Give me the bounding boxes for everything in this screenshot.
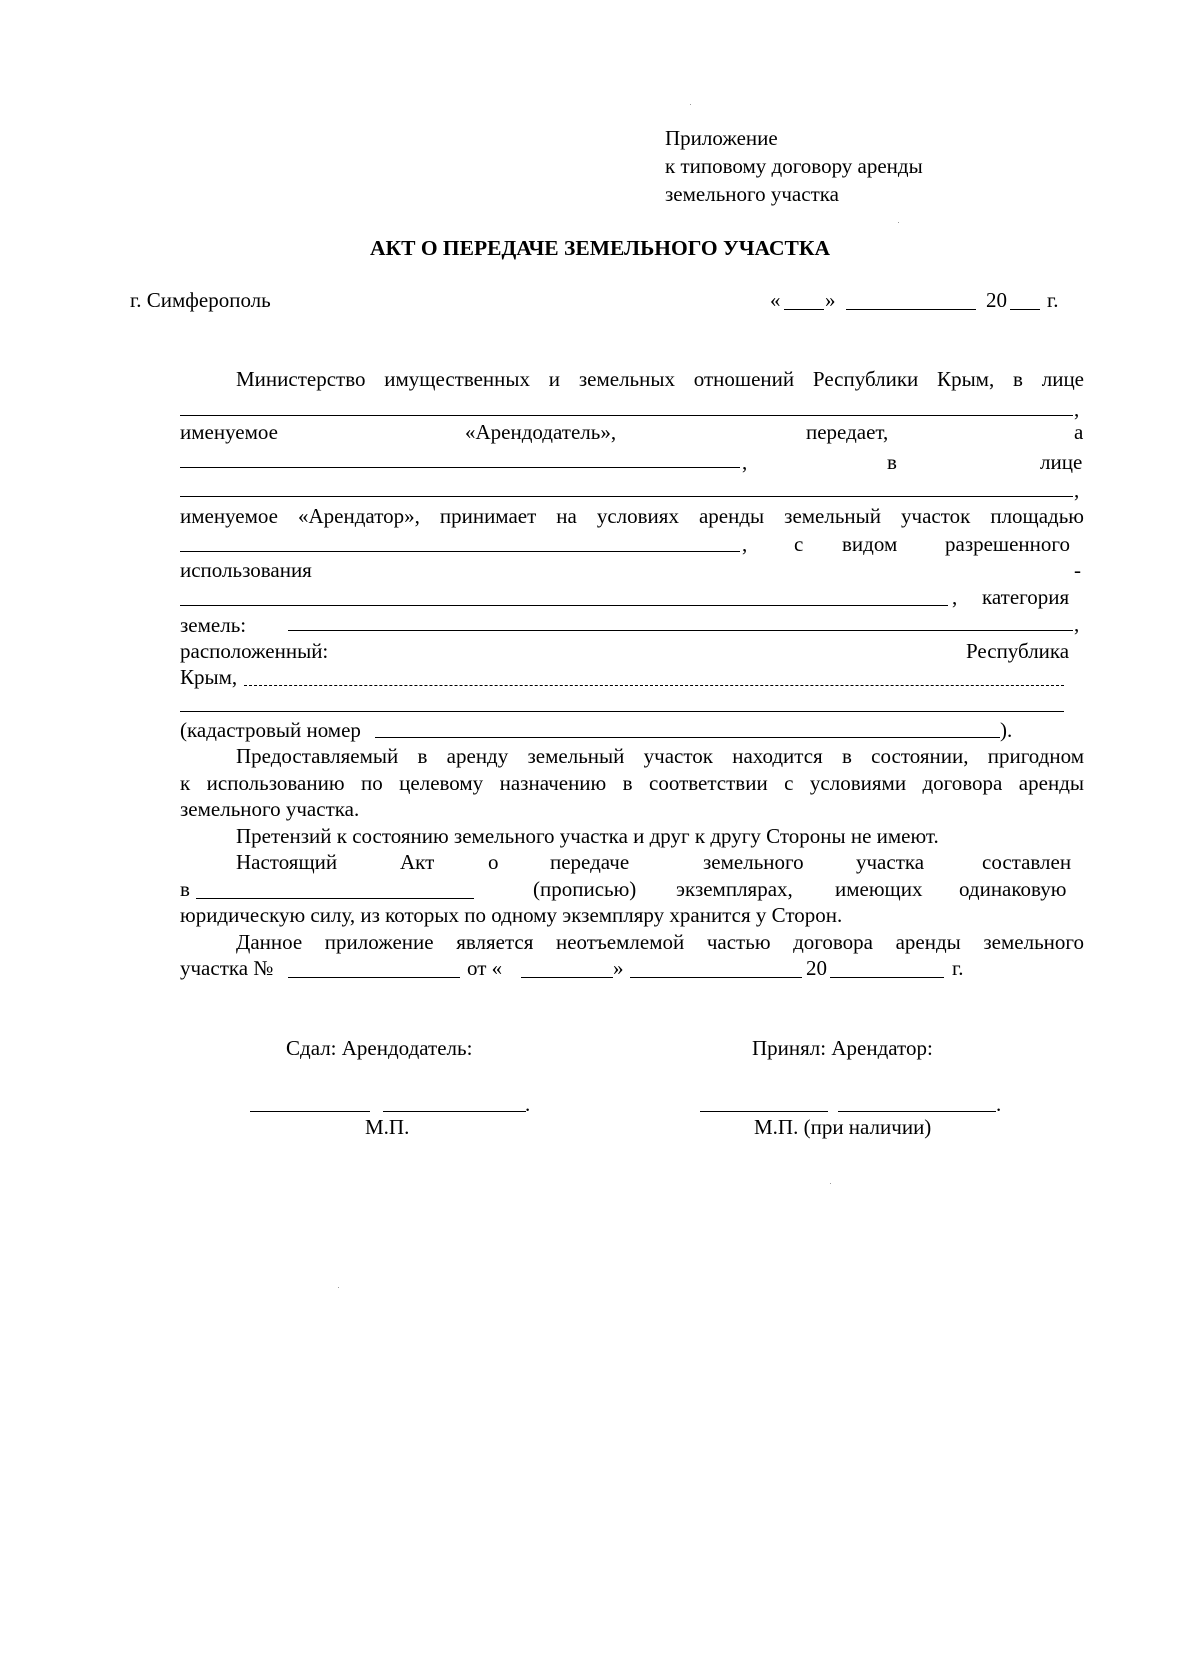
document-title: АКТ О ПЕРЕДАЧЕ ЗЕМЕЛЬНОГО УЧАСТКА — [370, 236, 830, 260]
scan-speck — [898, 222, 899, 223]
date-year-field[interactable] — [1010, 309, 1040, 310]
contract-number-field[interactable] — [288, 977, 460, 978]
word-raspolozhennyi: расположенный: — [180, 639, 329, 663]
word: Акт — [400, 850, 435, 874]
comma: , — [742, 450, 748, 474]
lessor-signature-label: Сдал: Арендодатель: — [286, 1036, 473, 1060]
legal-force-line: юридическую силу, из которых по одному экземпляру хранится у Сторон. — [180, 903, 843, 927]
tenant-representative-field[interactable] — [180, 496, 1073, 497]
word-v: в — [887, 450, 897, 474]
close-paren: ). — [1000, 718, 1013, 742]
comma: , — [1074, 478, 1080, 502]
word: о — [488, 850, 499, 874]
representative-field[interactable] — [180, 415, 1073, 416]
condition-paragraph-line1: Предоставляемый в аренду земельный участок находится в состоянии, пригодном — [236, 744, 1084, 768]
period: . — [996, 1092, 1002, 1116]
word-arendodatel: «Арендодатель», — [465, 420, 617, 444]
date-year-suffix: г. — [1047, 288, 1059, 312]
word-razreshennogo: разрешенного — [945, 532, 1070, 556]
no-claims-paragraph: Претензий к состоянию земельного участка и друг к другу Стороны не имеют. — [236, 824, 939, 848]
scan-speck — [338, 1287, 339, 1288]
word-imenuemoe: именуемое — [180, 420, 278, 444]
period: . — [525, 1092, 531, 1116]
lessor-stamp-label: М.П. — [365, 1115, 410, 1139]
date-year-prefix: 20 — [986, 288, 1007, 312]
scan-speck — [690, 104, 691, 105]
lessor-signature-field[interactable] — [250, 1111, 370, 1112]
address-field[interactable] — [244, 685, 1064, 686]
city: г. Симферополь — [130, 288, 271, 312]
tenant-accepts-line: именуемое «Арендатор», принимает на условиях аренды земельный участок площадью — [180, 504, 1084, 528]
appendix-subtitle: к типовому договору аренды — [665, 154, 923, 178]
word-peredaet: передает, — [806, 420, 889, 444]
contract-year-field[interactable] — [830, 977, 944, 978]
contract-date-close-quote: » — [613, 956, 624, 980]
word: земельного — [703, 850, 804, 874]
word-propisyu: (прописью) — [533, 877, 637, 901]
condition-paragraph-line2: к использованию по целевому назначению в соответствии с условиями договора аренды — [180, 771, 1084, 795]
area-field[interactable] — [180, 551, 740, 552]
date-month-field[interactable] — [846, 309, 976, 310]
tenant-name-field[interactable] — [180, 467, 740, 468]
word-v: в — [180, 877, 190, 901]
word-ekz: экземплярах, — [676, 877, 793, 901]
word-s: с — [794, 532, 804, 556]
comma: , — [1074, 612, 1080, 636]
word-zemel: земель: — [180, 613, 247, 637]
dash: - — [1074, 558, 1081, 582]
appendix-title: Приложение — [665, 126, 778, 150]
contract-number-label: участка № — [180, 956, 274, 980]
word-lice: лице — [1040, 450, 1083, 474]
appendix-part-line: Данное приложение является неотъемлемой частью договора аренды земельного — [236, 930, 1084, 954]
lessee-name-field[interactable] — [838, 1111, 996, 1112]
lessor-name-field[interactable] — [383, 1111, 526, 1112]
contract-month-field[interactable] — [630, 977, 802, 978]
land-category-field[interactable] — [288, 630, 1073, 631]
word: составлен — [982, 850, 1072, 874]
word-imeyuschih: имеющих — [835, 877, 923, 901]
comma: , — [1074, 397, 1080, 421]
date-close-quote: » — [825, 288, 836, 312]
word-odinakovuyu: одинаковую — [959, 877, 1067, 901]
word-kategoriya: категория — [982, 585, 1070, 609]
contract-year-prefix: 20 — [806, 956, 827, 980]
comma: , — [952, 585, 958, 609]
contract-year-suffix: г. — [952, 956, 964, 980]
lessee-signature-field[interactable] — [700, 1111, 828, 1112]
word: участка — [856, 850, 925, 874]
contract-date-from: от « — [467, 956, 503, 980]
contract-day-field[interactable] — [521, 977, 613, 978]
address-field-2[interactable] — [180, 711, 1064, 712]
word-ispolzovaniya: использования — [180, 558, 312, 582]
word-a: а — [1074, 420, 1084, 444]
cadastral-number-field[interactable] — [375, 737, 1000, 738]
scan-speck — [830, 1183, 831, 1184]
word: Настоящий — [236, 850, 338, 874]
word-krym: Крым, — [180, 665, 238, 689]
word-vidom: видом — [842, 532, 898, 556]
ministry-line: Министерство имущественных и земельных отношений Республики Крым, в лице — [236, 367, 1084, 391]
comma: , — [742, 532, 748, 556]
cadastral-label: (кадастровый номер — [180, 718, 361, 742]
lessee-signature-label: Принял: Арендатор: — [752, 1036, 933, 1060]
condition-paragraph-line3: земельного участка. — [180, 797, 360, 821]
word: передаче — [550, 850, 630, 874]
word-respublika: Республика — [966, 639, 1070, 663]
date-day-field[interactable] — [784, 309, 824, 310]
lessee-stamp-label: М.П. (при наличии) — [754, 1115, 932, 1139]
copies-count-field[interactable] — [196, 898, 474, 899]
permitted-use-field[interactable] — [180, 605, 948, 606]
date-open-quote: « — [770, 288, 781, 312]
appendix-subtitle-2: земельного участка — [665, 182, 839, 206]
